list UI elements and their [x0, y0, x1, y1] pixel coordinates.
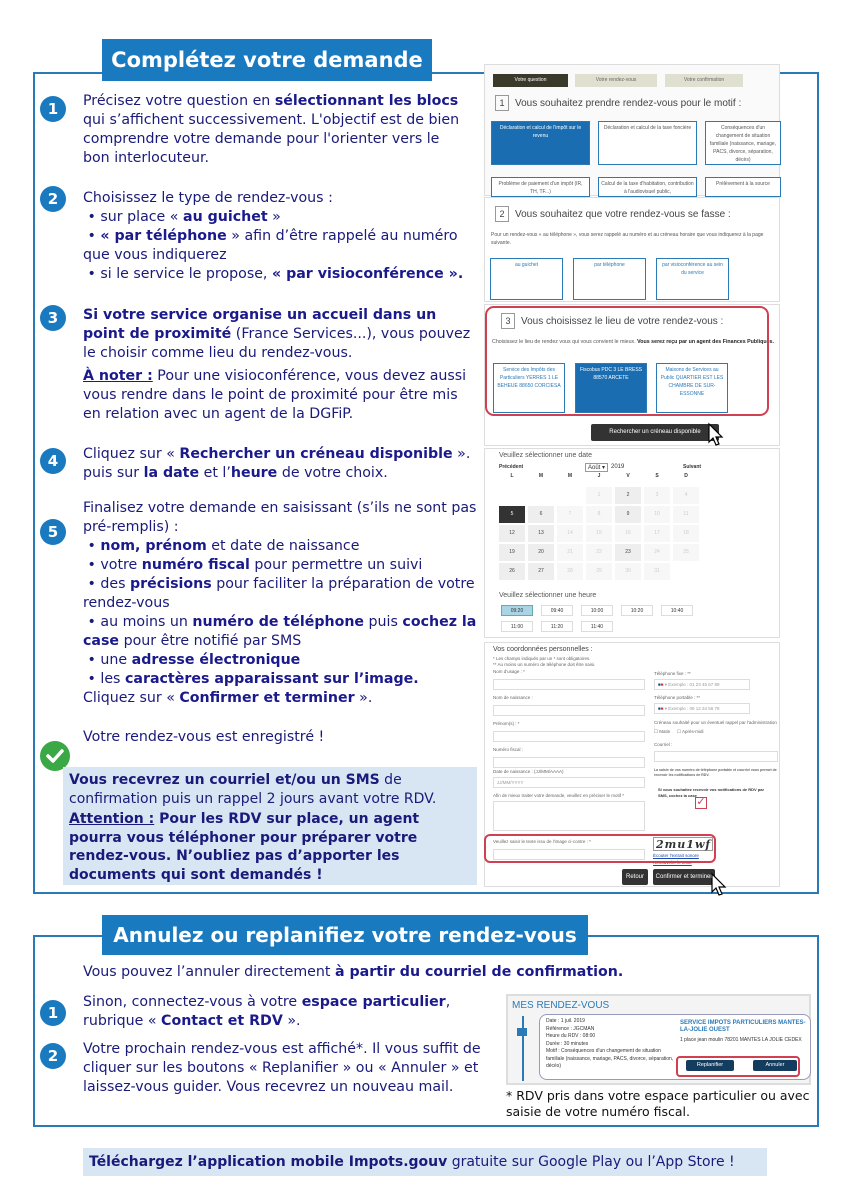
calendar-day[interactable]: 26	[499, 563, 525, 580]
motif-tile-situation-familiale[interactable]: Conséquences d'un changement de situation familiale (naissance, mariage, PACS, divorce, séparation, décès)	[705, 121, 781, 165]
motif-tile-ir[interactable]: Déclaration et calcul de l'impôt sur le revenu	[491, 121, 590, 165]
calendar-title: Veuillez sélectionner une date	[499, 452, 593, 459]
date-naissance-label: Date de naissance : (JJ/MM/AAAA)	[493, 769, 564, 774]
form-title: Vos coordonnées personnelles :	[493, 646, 593, 653]
motif-tile-prelevement[interactable]: Prélèvement à la source	[705, 177, 781, 197]
captcha-renew-link[interactable]: Renouveler le texte	[653, 860, 692, 865]
footer-banner: Téléchargez l’application mobile Impots.gouv gratuite sur Google Play ou l’App Store !	[83, 1148, 767, 1176]
calendar-day[interactable]: 20	[528, 544, 554, 561]
time-slot[interactable]: 10:20	[621, 605, 653, 616]
weekday-6: D	[684, 473, 688, 479]
lieu-tile-fiscobus[interactable]: Fiscobus PDC 3 LE BRESS 88570 ARCETE	[575, 363, 647, 413]
motif-tile-taxe-fonciere[interactable]: Déclaration et calcul de la taxe foncière	[598, 121, 697, 165]
tel-fixe-input[interactable]: ■■ ▾ Exemple : 01 23 45 67 89	[654, 679, 750, 690]
calendar-day: 31	[644, 563, 670, 580]
step-4-text: Cliquez sur « Rechercher un créneau disponible ». puis sur la date et l’heure de votre choix.	[83, 446, 471, 481]
tel-portable-input[interactable]: ■■ ▾ Exemple : 06 12 34 56 78	[654, 703, 750, 714]
weekday-0: L	[510, 473, 514, 479]
hours-title: Veuillez sélectionner une heure	[499, 592, 597, 599]
cancel-button[interactable]: Annuler	[753, 1060, 797, 1071]
step-number-4: 4	[40, 448, 66, 474]
step-number-5: 5	[40, 519, 66, 545]
time-slot[interactable]: 11:00	[501, 621, 533, 632]
prenom-input[interactable]	[493, 731, 645, 742]
nom-usage-input[interactable]	[493, 679, 645, 690]
cancel-step-1-text: Sinon, connectez-vous à votre espace particulier, rubrique « Contact et RDV ».	[83, 994, 451, 1029]
calendar-day[interactable]: 6	[528, 506, 554, 523]
lieu-highlight	[485, 306, 769, 416]
time-slot[interactable]: 09:40	[541, 605, 573, 616]
creneau-label: Créneau souhaité pour un éventuel rappel par l'administration :	[654, 720, 777, 730]
calendar-day: 29	[586, 563, 612, 580]
calendar-day[interactable]: 23	[615, 544, 641, 561]
step-5-text: Finalisez votre demande en saisissant (s’ils ne sont pas pré-remplis) : • nom, prénom et date de naissance • votre numéro fiscal pour permettre un suivi • des précisions pour faciliter la préparation de votre rendez-vous • au moins un numéro de téléphone puis cochez la case pour être notifié par SMS • une adresse électronique • les caractères apparaissant sur l’image. Cliquez sur « Confirmer et terminer ».	[83, 500, 477, 706]
courriel-label: Courriel :	[654, 742, 673, 747]
weekday-5: S	[655, 473, 659, 479]
timeline-marker	[517, 1028, 527, 1036]
step-2-text: Choisissez le type de rendez-vous : • sur place « au guichet » • « par téléphone » afin d’être rappelé au numéro que vous indiquerez • si le service le propose, « par visioconférence ».	[83, 190, 464, 282]
calendar-day[interactable]: 5	[499, 506, 525, 523]
captcha-label: Veuillez saisir le texte issu de l'image ci-contre : *	[493, 839, 591, 844]
calendar-day: 7	[557, 506, 583, 523]
section-title-cancel: Annulez ou replanifiez votre rendez-vous	[102, 915, 588, 955]
calendar-day: 14	[557, 525, 583, 542]
france-flag-icon: ■	[658, 706, 661, 711]
captcha-image: 2mu1wf	[653, 837, 713, 851]
question-1-heading: 1 Vous souhaitez prendre rendez-vous pour le motif :	[495, 95, 741, 111]
step-number-3: 3	[40, 305, 66, 331]
motif-panel	[484, 64, 780, 196]
appointment-service: SERVICE IMPOTS PARTICULIERS MANTES-LA-JOLIE OUEST	[680, 1020, 806, 1033]
calendar-day: 16	[615, 525, 641, 542]
time-slot[interactable]: 09:20	[501, 605, 533, 616]
weekday-4: V	[626, 473, 630, 479]
calendar-day: 21	[557, 544, 583, 561]
prenom-label: Prénom(s) : *	[493, 721, 520, 726]
question-3-description: Choisissez le lieu de rendez vous qui vous convient le mieux. Vous serez reçu par un agent des Finances Publiques.	[492, 339, 774, 345]
calendar-day: 22	[586, 544, 612, 561]
appointment-details: Date : 1 juil. 2019 Référence : JGCMAN Heure du RDV : 08:00 Durée : 30 minutes Motif : Conséquences d'un changement de situation familiale (naissance, mariage, PACS, divorce, séparation, décès)	[546, 1018, 674, 1069]
calendar-day: 25	[673, 544, 699, 561]
confirm-button[interactable]: Confirmer et terminer	[653, 869, 715, 885]
time-slot[interactable]: 11:40	[581, 621, 613, 632]
confirmation-info-box: Vous recevrez un courriel et/ou un SMS de confirmation puis un rappel 2 jours avant votre RDV. Attention : Pour les RDV sur place, un agent pourra vous téléphoner pour préparer votre rendez-vous. N’oubliez pas d’apporter les documents qui sont demandés !	[63, 767, 477, 885]
question-2-heading: 2 Vous souhaitez que votre rendez-vous se fasse :	[495, 206, 731, 222]
france-flag-icon: ■	[658, 682, 661, 687]
sms-label: Si vous souhaitez recevoir vos notifications de RDV par SMS, cochez la case	[658, 787, 765, 798]
calendar-prev-link[interactable]: Précédent	[499, 464, 524, 470]
cancel-step-2-text: Votre prochain rendez-vous est affiché*. Il vous suffit de cliquer sur les boutons « Replanifier » ou « Annuler » et laissez-vous guider. Vous recevrez un nouveau mail.	[83, 1041, 481, 1095]
form-note-1: * Les champs indiqués par un * sont obligatoires.	[493, 656, 591, 661]
calendar-day: 28	[557, 563, 583, 580]
time-slot[interactable]: 11:20	[541, 621, 573, 632]
motif-label: Afin de mieux traiter votre demande, veuillez en préciser le motif *	[493, 793, 625, 798]
courriel-input[interactable]	[654, 751, 778, 762]
replan-button[interactable]: Replanifier	[686, 1060, 734, 1071]
form-note-2: ** Au moins un numéro de téléphone doit être saisi.	[493, 662, 596, 667]
step-3-text: Si votre service organise un accueil dans un point de proximité (France Services...), vous pouvez le choisir comme lieu du rendez-vous. À noter : Pour une visioconférence, vous devez aussi vous rendre dans le point de proximité pour être mis en relation avec un agent de la DGFiP.	[83, 307, 471, 422]
calendar-next-link[interactable]: Suivant	[683, 464, 702, 470]
motif-textarea[interactable]	[493, 801, 645, 831]
type-tile-telephone[interactable]: par téléphone	[573, 258, 646, 300]
calendar-day: 18	[673, 525, 699, 542]
step-number-2: 2	[40, 186, 66, 212]
matin-checkbox[interactable]: ☐ Matin	[654, 729, 671, 734]
calendar-day[interactable]: 13	[528, 525, 554, 542]
time-slot[interactable]: 10:40	[661, 605, 693, 616]
calendar-day: 17	[644, 525, 670, 542]
my-appointments-title: MES RENDEZ-VOUS	[512, 1000, 610, 1011]
type-panel	[484, 197, 780, 302]
tel-portable-label: Téléphone portable : **	[654, 695, 701, 700]
calendar-day: 15	[586, 525, 612, 542]
tel-fixe-label: Téléphone fixe : **	[654, 671, 691, 676]
back-button[interactable]: Retour	[622, 869, 648, 885]
calendar-year: 2019	[611, 464, 625, 470]
calendar-day[interactable]: 27	[528, 563, 554, 580]
calendar-day[interactable]: 12	[499, 525, 525, 542]
motif-tile-paiement[interactable]: Problème de paiement d'un impôt (IR, TH, TF...)	[491, 177, 590, 197]
calendar-day: 10	[644, 506, 670, 523]
calendar-month-select[interactable]: Août ▾	[585, 463, 608, 472]
nom-usage-label: Nom d'usage : *	[493, 669, 525, 674]
calendar-day: 24	[644, 544, 670, 561]
cancel-step-number-1: 1	[40, 1000, 66, 1026]
cancel-intro: Vous pouvez l’annuler directement à partir du courriel de confirmation.	[83, 964, 624, 980]
section-title-complete: Complétez votre demande	[102, 39, 432, 81]
calendar-day[interactable]: 9	[615, 506, 641, 523]
step-1-text: Précisez votre question en sélectionnant les blocs qui s’affichent successivement. L'objectif est de bien comprendre votre demande pour l'orienter vers le bon interlocuteur.	[83, 93, 460, 166]
calendar-day[interactable]: 2	[615, 487, 641, 504]
cancel-step-number-2: 2	[40, 1043, 66, 1069]
appointment-address: 1 place jean moulin 78201 MANTES LA JOLIE CEDEX	[680, 1037, 802, 1043]
step-number-1: 1	[40, 96, 66, 122]
time-slot[interactable]: 10:00	[581, 605, 613, 616]
timeline-bar	[522, 1016, 524, 1081]
tab-votre-confirmation[interactable]: Votre confirmation	[665, 74, 743, 87]
tab-votre-question[interactable]: Votre question	[493, 74, 568, 87]
question-3-heading: 3 Vous choisissez le lieu de votre rendez-vous :	[501, 313, 723, 329]
question-2-description: Pour un rendez-vous « au téléphone », vous serez rappelé au numéro et au créneau horaire que vous indiquerez à la page suivante.	[491, 232, 764, 246]
calendar-day: 8	[586, 506, 612, 523]
sms-checkbox[interactable]: ✓	[696, 796, 706, 808]
calendar-day[interactable]: 19	[499, 544, 525, 561]
motif-tile-taxe-habitation[interactable]: Calcul de la taxe d'habitation, contribution à l'audiovisuel public,	[598, 177, 697, 197]
calendar-day: 30	[615, 563, 641, 580]
type-tile-guichet[interactable]: au guichet	[490, 258, 563, 300]
captcha-highlight	[484, 834, 716, 863]
tab-votre-rendez-vous[interactable]: Votre rendez-vous	[575, 74, 657, 87]
nom-naissance-input[interactable]	[493, 705, 645, 716]
captcha-audio-link[interactable]: Écouter l'extrait sonore	[653, 853, 699, 858]
registered-text: Votre rendez-vous est enregistré !	[83, 729, 325, 745]
calendar-day: 11	[673, 506, 699, 523]
date-naissance-input[interactable]: JJ/MM/YYYY	[493, 777, 645, 788]
lieu-tile-sip[interactable]: Service des Impôts des Particuliers YERRES 1 LE BEHEUE 88650 CORCIESA	[493, 363, 565, 413]
calendar-panel	[484, 448, 780, 638]
footnote-text: * RDV pris dans votre espace particulier ou avec saisie de votre numéro fiscal.	[506, 1088, 810, 1119]
weekday-1: M	[538, 473, 544, 479]
notice-text: La saisie de vos numéro de téléphone portable et courriel vous permet de recevoir les notifications de RDV.	[654, 768, 777, 777]
calendar-day: 4	[673, 487, 699, 504]
numero-fiscal-label: Numéro fiscal :	[493, 747, 524, 752]
calendar-day: 3	[644, 487, 670, 504]
search-slot-button[interactable]: Rechercher un créneau disponible	[591, 424, 719, 441]
weekday-3: J	[597, 473, 601, 479]
weekday-2: M	[567, 473, 573, 479]
apres-midi-checkbox[interactable]: ☐ Après-midi	[677, 729, 704, 734]
numero-fiscal-input[interactable]	[493, 757, 645, 768]
nom-naissance-label: Nom de naissance :	[493, 695, 533, 700]
type-tile-visio[interactable]: par visioconférence au sein du service	[656, 258, 729, 300]
lieu-tile-msap[interactable]: Maisons de Services au Public QUARTIER EST LES CHAMBRE DE SUR-ESSONNE	[656, 363, 728, 413]
buttons-highlight	[676, 1056, 800, 1077]
calendar-day: 1	[586, 487, 612, 504]
